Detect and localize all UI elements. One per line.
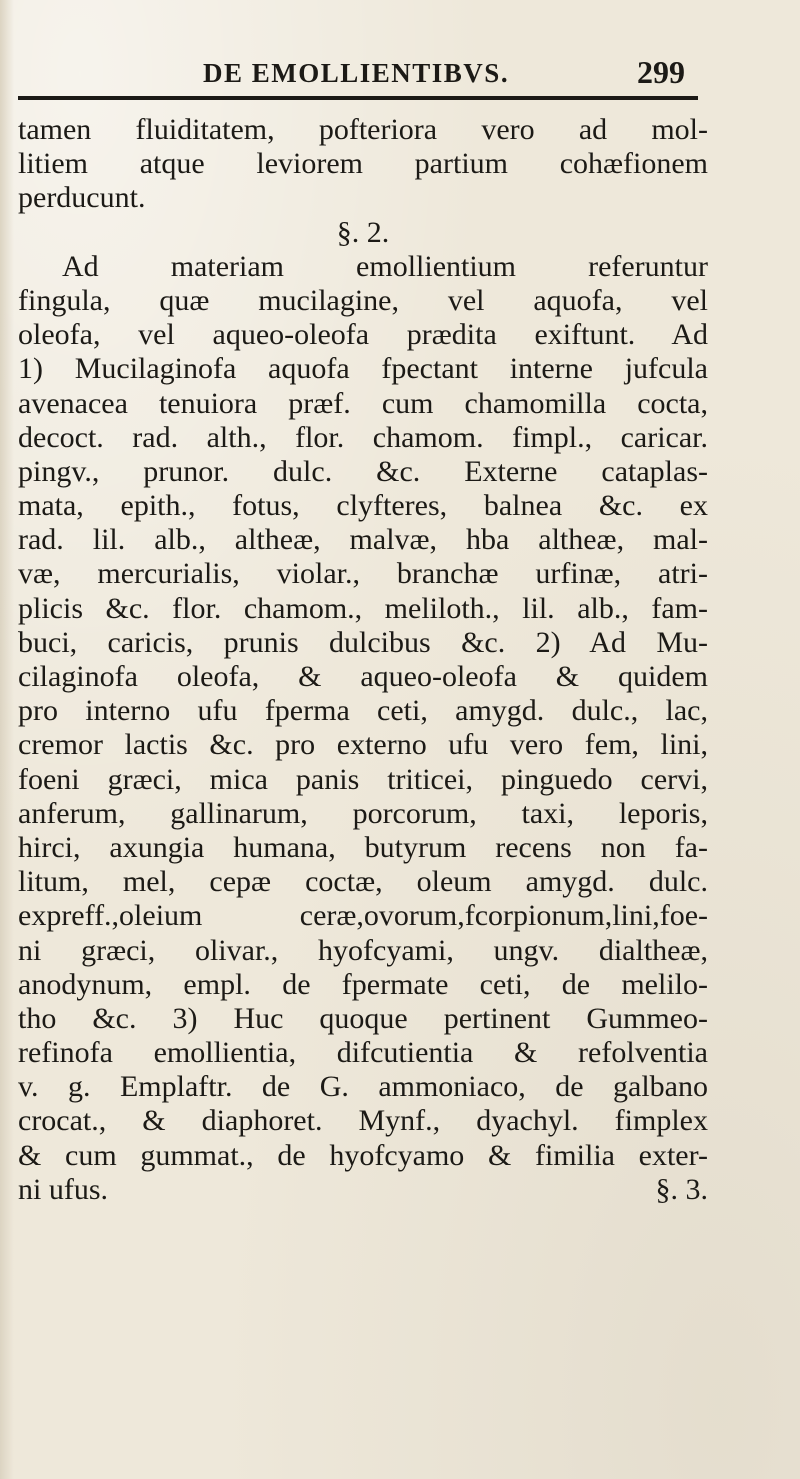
text-line: cilaginofa oleofa, & aqueo-oleofa & quidem xyxy=(18,660,708,693)
text-line: plicis &c. flor. chamom., meliloth., lil. alb., fam- xyxy=(18,591,708,625)
text-line: oleofa, vel aqueo-oleofa prædita exiftunt. Ad xyxy=(18,318,708,352)
text-line: expreff.,oleium ceræ,ovorum,fcorpionum,lini,foe- xyxy=(18,899,708,933)
text-line: tamen fluiditatem, pofteriora vero ad mol- xyxy=(18,113,708,146)
text-line: refinofa emollientia, difcutientia & refolventia xyxy=(18,1036,708,1070)
body-text xyxy=(18,113,708,1207)
text-line: rad. lil. alb., altheæ, malvæ, hba altheæ, mal- xyxy=(18,523,708,557)
final-line xyxy=(18,1173,708,1207)
text-line: v. g. Emplaftr. de G. ammoniaco, de galbano xyxy=(18,1070,708,1104)
page-header xyxy=(0,54,800,98)
text-line: litiem atque leviorem partium cohæfionem xyxy=(18,147,708,181)
text-line: væ, mercurialis, violar., branchæ urfinæ, atri- xyxy=(18,557,708,591)
text-line: crocat., & diaphoret. Mynf., dyachyl. fimplex xyxy=(18,1104,708,1138)
text-line: buci, caricis, prunis dulcibus &c. 2) Ad Mu- xyxy=(18,625,708,659)
text-line: anferum, gallinarum, porcorum, taxi, leporis, xyxy=(18,796,708,830)
text-line: ni græci, olivar., hyofcyami, ungv. dialtheæ, xyxy=(18,933,708,967)
text-line: anodynum, empl. de fpermate ceti, de melilo- xyxy=(18,967,708,1001)
text-line: pingv., prunor. dulc. &c. Externe cataplas- xyxy=(18,454,708,488)
text-line: avenacea tenuiora præf. cum chamomilla cocta, xyxy=(18,386,708,420)
catchword: §. 3. xyxy=(655,1172,708,1206)
text-line: decoct. rad. alth., flor. chamom. fimpl., caricar. xyxy=(18,420,708,454)
text-line: 1) Mucilaginofa aquofa fpectant interne jufcula xyxy=(18,352,708,386)
text-line: hirci, axungia humana, butyrum recens non fa- xyxy=(18,830,708,864)
text-line: fingula, quæ mucilagine, vel aquofa, vel xyxy=(18,283,708,317)
text-line: litum, mel, cepæ coctæ, oleum amygd. dulc. xyxy=(18,865,708,899)
text-line: tho &c. 3) Huc quoque pertinent Gummeo- xyxy=(18,1001,708,1035)
header-rule xyxy=(18,96,698,100)
text-line: Ad materiam emollientium referuntur xyxy=(62,249,708,283)
page-number: 299 xyxy=(637,54,685,90)
running-head: DE EMOLLIENTIBVS. xyxy=(203,58,510,88)
text-line: mata, epith., fotus, clyfteres, balnea &c. ex xyxy=(18,489,708,523)
page-gutter-shadow xyxy=(0,0,14,1479)
text-line: ni ufus. xyxy=(18,1172,108,1206)
text-line: cremor lactis &c. pro externo ufu vero fem, lini, xyxy=(18,728,708,762)
text-line: foeni græci, mica panis triticei, pinguedo cervi, xyxy=(18,762,708,796)
text-line: pro interno ufu fperma ceti, amygd. dulc., lac, xyxy=(18,694,708,728)
text-line: & cum gummat., de hyofcyamo & fimilia exter- xyxy=(18,1138,708,1172)
section-number: §. 2. xyxy=(336,215,390,249)
text-line: perducunt. xyxy=(18,181,146,215)
